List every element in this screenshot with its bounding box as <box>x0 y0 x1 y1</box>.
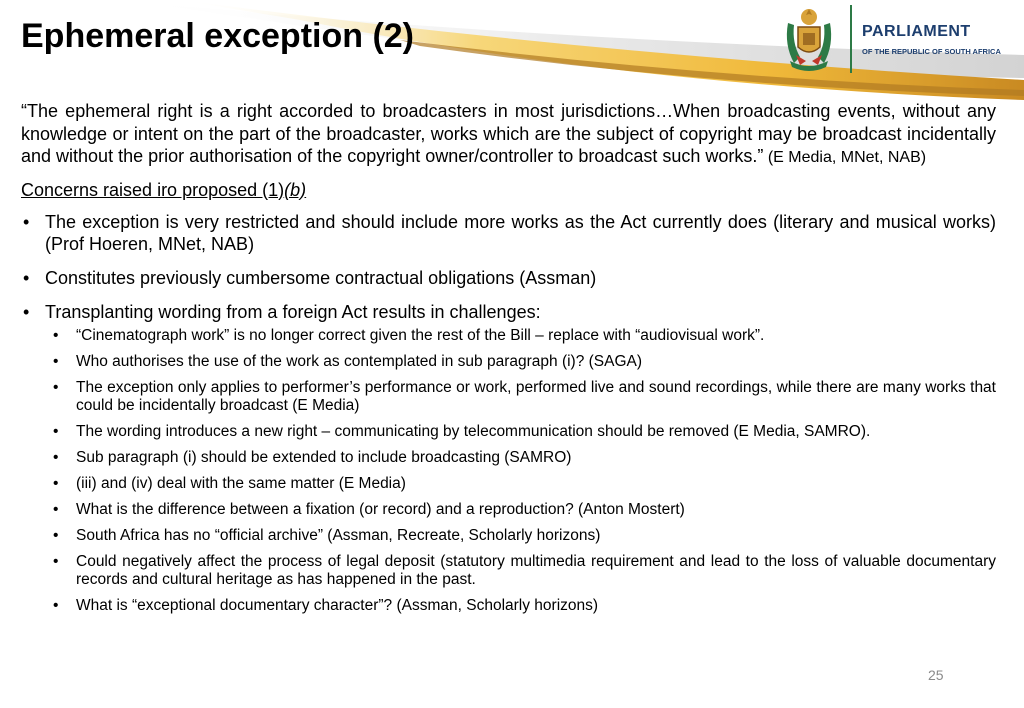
sub-list-item-text: Who authorises the use of the work as contemplated in sub paragraph (i)? (SAGA) <box>76 352 643 370</box>
page-number: 25 <box>928 667 944 683</box>
bullet-icon: • <box>53 352 59 370</box>
sub-list-item <box>21 553 996 589</box>
quote-citation: (E Media, MNet, NAB) <box>763 149 927 166</box>
bullet-icon: • <box>53 552 59 570</box>
list-item-text: The exception is very restricted and should include more works as the Act currently does (literary and musical works) (Prof Hoeren, MNet, NAB) <box>45 211 996 254</box>
bullet-icon: • <box>53 378 59 396</box>
sub-list-item <box>21 423 996 441</box>
list-item <box>21 211 996 255</box>
sub-list-item-text: “Cinematograph work” is no longer correct given the rest of the Bill – replace with “audiovisual work”. <box>76 326 765 344</box>
sub-bullet-list <box>45 327 996 615</box>
sub-list-item-text: South Africa has no “official archive” (Assman, Recreate, Scholarly horizons) <box>76 526 601 544</box>
bullet-icon: • <box>53 422 59 440</box>
sub-list-item-text: Sub paragraph (i) should be extended to include broadcasting (SAMRO) <box>76 448 572 466</box>
sub-list-item <box>21 597 996 615</box>
bullet-icon: • <box>53 474 59 492</box>
bullet-icon: • <box>53 500 59 518</box>
list-item-text: Transplanting wording from a foreign Act results in challenges: <box>45 301 541 322</box>
quote-paragraph <box>21 100 996 170</box>
sub-list-item-text: What is the difference between a fixation (or record) and a reproduction? (Anton Mostert) <box>76 500 685 518</box>
quote-text: “The ephemeral right is a right accorded to broadcasters in most jurisdictions…When broadcasting events, without any knowledge or intent on the part of the broadcaster, works which are the subject of copyright may be broadcast incidentally and without the prior authorisation of the copyright owner/controller to broadcast such works.” <box>21 101 996 166</box>
concerns-text: Concerns raised iro proposed (1) <box>21 179 285 200</box>
sub-list-item <box>21 379 996 415</box>
sub-list-item-text: Could negatively affect the process of legal deposit (statutory multimedia requirement and lead to the loss of valuable documentary records and cultural heritage as has happened in the past. <box>76 552 996 588</box>
bullet-icon: • <box>53 526 59 544</box>
bullet-icon: • <box>53 326 59 344</box>
sub-list-item <box>21 475 996 493</box>
sub-list-item <box>21 501 996 519</box>
logo-subtitle: OF THE REPUBLIC OF SOUTH AFRICA <box>862 47 1001 56</box>
bullet-icon: • <box>53 448 59 466</box>
bullet-icon: • <box>23 301 30 322</box>
slide-content <box>21 100 996 615</box>
list-item <box>21 267 996 289</box>
list-item <box>21 301 996 615</box>
bullet-icon: • <box>53 596 59 614</box>
concerns-heading <box>21 178 996 202</box>
list-item-text: Constitutes previously cumbersome contractual obligations (Assman) <box>45 267 597 288</box>
sub-list-item <box>21 527 996 545</box>
sub-list-item <box>21 449 996 467</box>
sub-list-item-text: (iii) and (iv) deal with the same matter (E Media) <box>76 474 406 492</box>
sub-list-item-text: The wording introduces a new right – communicating by telecommunication should be removed (E Media, SAMRO). <box>76 422 871 440</box>
slide-title: Ephemeral exception (2) <box>21 17 415 55</box>
concerns-italic: (b) <box>284 179 307 200</box>
bullet-icon: • <box>23 211 30 232</box>
parliament-logo <box>776 3 1006 75</box>
sub-list-item-text: What is “exceptional documentary character”? (Assman, Scholarly horizons) <box>76 596 599 614</box>
coat-of-arms-icon <box>776 5 842 73</box>
sub-list-item <box>21 353 996 371</box>
main-bullet-list <box>21 211 996 615</box>
logo-name: PARLIAMENT <box>862 23 971 40</box>
sub-list-item <box>21 327 996 345</box>
sub-list-item-text: The exception only applies to performer’s performance or work, performed live and sound recordings, while there are many works that could be incidentally broadcast (E Media) <box>76 378 996 414</box>
bullet-icon: • <box>23 267 30 288</box>
logo-divider <box>850 5 852 73</box>
